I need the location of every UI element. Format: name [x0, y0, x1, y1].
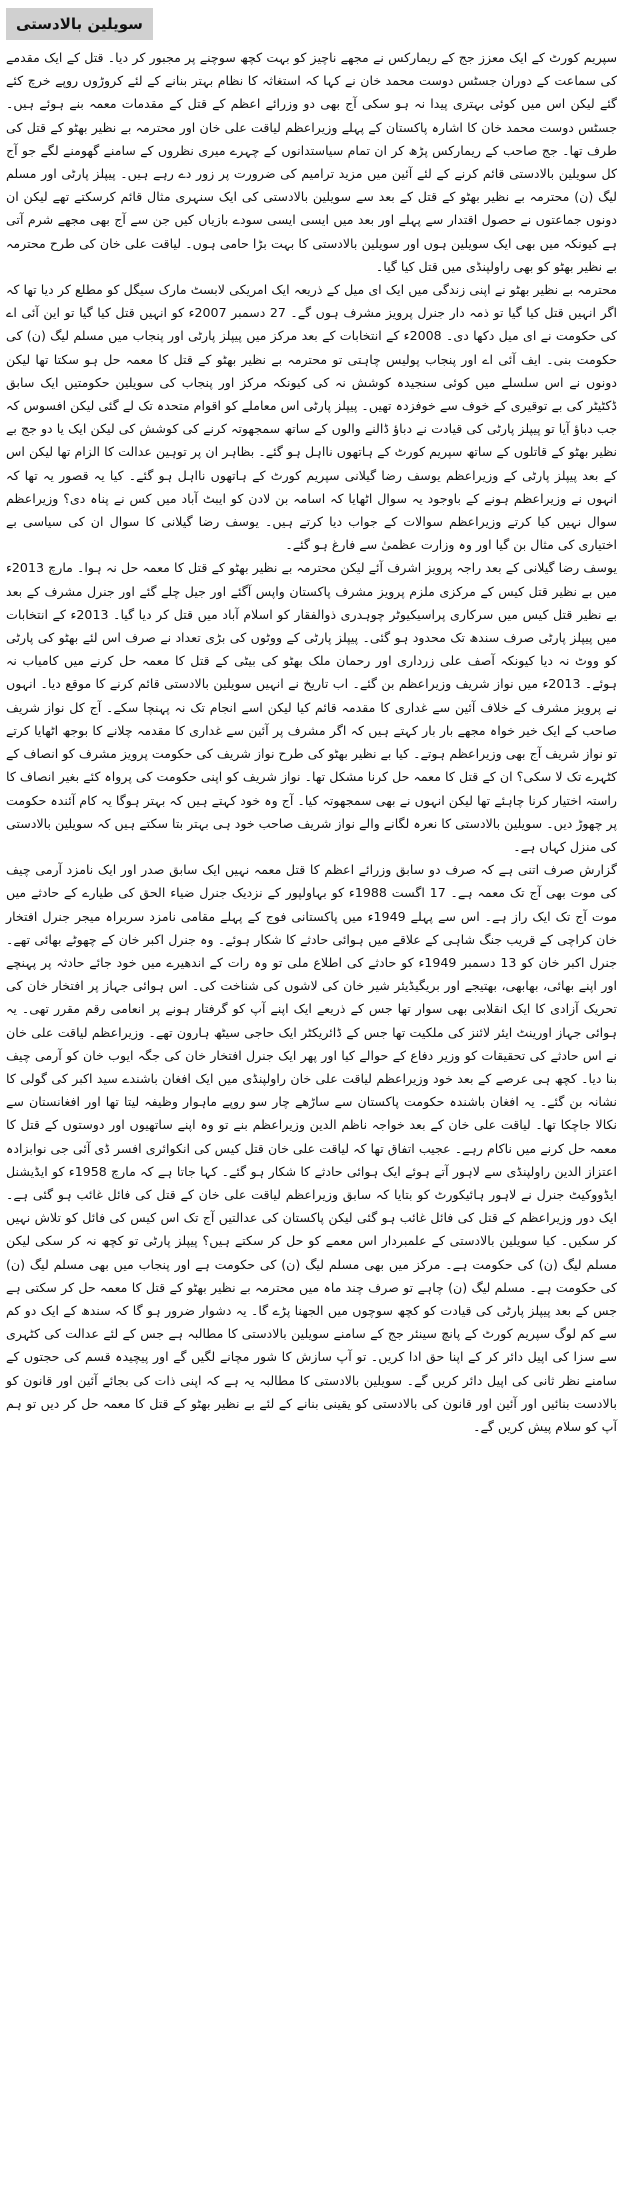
- headline-bar: [6, 8, 617, 40]
- article-paragraph: سپریم کورٹ کے ایک معزز جج کے ریمارکس نے مجھے ناچیز کو بہت کچھ سوچنے پر مجبور کر دیا۔ قتل کے ایک مقدمے کی سماعت کے دوران جسٹس دوست محمد خان نے کہا کہ استغاثہ کا نظام بہتر بنانے کے لئے کروڑوں روپے خرچ کئے گئے لیکن اس میں کوئی بہتری پیدا نہ ہو سکی آج بھی دو وزرائے اعظم کے قتل کے مقدمات معمہ بنے ہوئے ہیں۔ جسٹس دوست محمد خان کا اشارہ پاکستان کے پہلے وزیراعظم لیاقت علی خان اور محترمہ بے نظیر بھٹو کے قتل کی طرف تھا۔ جج صاحب کے ریمارکس پڑھ کر ان تمام سیاستدانوں کے چہرے میری نظروں کے سامنے گھومنے لگے جو آج کل سویلین بالادستی قائم کرنے کے لئے آئین میں مزید ترامیم کی ضرورت پر زور دے رہے ہیں۔ پیپلز پارٹی اور مسلم لیگ (ن) محترمہ بے نظیر بھٹو کے قتل کے بعد سے سویلین بالادستی کی ایک سنہری مثال قائم کرسکتے تھے لیکن ان دونوں جماعتوں نے حصول اقتدار سے پہلے اور بعد میں ایسی ایسی سودے بازیاں کیں جن سے آج بھی مجھے شرم آتی ہے کیونکہ میں بھی ایک سویلین ہوں اور سویلین بالادستی کا بہت بڑا حامی ہوں۔ لیاقت علی خان کی طرح محترمہ بے نظیر بھٹو کو بھی راولپنڈی میں قتل کیا گیا۔: [6, 50, 617, 274]
- article-headline: سویلین بالادستی: [6, 8, 153, 40]
- article-paragraph: محترمہ بے نظیر بھٹو نے اپنی زندگی میں ایک ای میل کے ذریعہ ایک امریکی لابسٹ مارک سیگل کو مطلع کر دیا تھا کہ اگر انہیں قتل کیا گیا تو ذمہ دار جنرل پرویز مشرف ہوں گے۔ 27 دسمبر 2007ء کو انہیں قتل کیا گیا تو این آئی اے کی حکومت نے ای میل دکھا دی۔ 2008ء کے انتخابات کے بعد مرکز میں پیپلز پارٹی اور پنجاب میں مسلم لیگ (ن) کی حکومت بنی۔ ایف آئی اے اور پنجاب پولیس چاہتی تو محترمہ بے نظیر بھٹو کے قتل کا معمہ حل ہو سکتا تھا لیکن دونوں نے اس سلسلے میں کوئی سنجیدہ کوشش نہ کی کیونکہ مرکز اور پنجاب کی سویلین حکومتیں ایک سابق ڈکٹیٹر کی بے توقیری کے خوف سے خوفزدہ تھیں۔ پیپلز پارٹی اس معاملے کو اقوام متحدہ تک لے گئی لیکن افسوس کہ جب دباؤ آیا تو پیپلز پارٹی کی قیادت نے دباؤ ڈالنے والوں کے ساتھ سمجھوتہ کرنے کی کوشش کی لیکن ایک یا دو جج بے نظیر بھٹو کے قاتلوں کے ساتھ سپریم کورٹ کے ہاتھوں نااہل ہو گئے۔ بظاہر ان پر توہین عدالت کا الزام تھا لیکن اس کے بعد پیپلز پارٹی کے وزیراعظم یوسف رضا گیلانی سپریم کورٹ کے ہاتھوں نااہل ہو گئے۔ کیا یہ قصور یہ تھا کہ انہوں نے وزیراعظم ہونے کے باوجود یہ سوال اٹھایا کہ اسامہ بن لادن کو ایبٹ آباد میں کس نے پناہ دی؟ وزیراعظم سوال نہیں کیا کرتے وزیراعظم سوالات کے جواب دیا کرتے ہیں۔ یوسف رضا گیلانی کا سوال ان کی سیاسی بے اختیاری کی مثال بن گیا اور وہ وزارت عظمیٰ سے فارغ ہو گئے۔: [6, 282, 618, 553]
- article-paragraph: یوسف رضا گیلانی کے بعد راجہ پرویز اشرف آئے لیکن محترمہ بے نظیر بھٹو کے قتل کا معمہ حل نہ ہوا۔ مارچ 2013ء میں بے نظیر قتل کیس کے مرکزی ملزم پرویز مشرف پاکستان واپس آگئے اور جیل چلے گئے اور جنرل مشرف کے بعد بے نظیر قتل کیس میں سرکاری پراسیکیوٹر چوہدری ذوالفقار کو اسلام آباد میں قتل کر دیا گیا۔ 2013ء کے انتخابات میں پیپلز پارٹی صرف سندھ تک محدود ہو گئی۔ پیپلز پارٹی کے ووٹوں کی بڑی تعداد نے صرف اس لئے بھٹو کی پارٹی کو ووٹ نہ دیا کیونکہ آصف علی زرداری اور رحمان ملک بھٹو کی بیٹی کے قتل کا معمہ حل کرنے میں کامیاب نہ ہوئے۔ 2013ء میں نواز شریف وزیراعظم بن گئے۔ اب تاریخ نے انہیں سویلین بالادستی قائم کرنے کا موقع دیا۔ انہوں نے پرویز مشرف کے خلاف آئین سے غداری کا مقدمہ قائم کیا لیکن اسے انجام تک نہ پہنچا سکے۔ آج کل نواز شریف صاحب کے ایک خیر خواہ مجھے بار بار کہتے ہیں کہ اگر مشرف پر آئین سے غداری کا مقدمہ چلانے کا بوجھ اٹھایا کرتے تو نواز شریف آج بھی وزیراعظم ہوتے۔ کیا بے نظیر بھٹو کی طرح نواز شریف کی حکومت پرویز مشرف کو انصاف کے کٹہرے تک لا سکی؟ ان کے قتل کا معمہ حل کرنا مشکل تھا۔ نواز شریف کو اپنی حکومت کی پرواہ کئے بغیر انصاف کا راستہ اختیار کرنا چاہئے تھا لیکن انہوں نے بھی سمجھوتہ کیا۔ آج وہ خود کہتے ہیں کہ بہتر ہوگا یہ کام آئندہ حکومت پر چھوڑ دیں۔ سویلین بالادستی کا نعرہ لگانے والے نواز شریف صاحب خود ہی بہتر بتا سکتے ہیں کہ سویلین بالادستی کی منزل کہاں ہے۔: [6, 560, 617, 854]
- article-paragraph: گزارش صرف اتنی ہے کہ صرف دو سابق وزرائے اعظم کا قتل معمہ نہیں ایک سابق صدر اور ایک نامزد آرمی چیف کی موت بھی آج تک معمہ ہے۔ 17 اگست 1988ء کو بہاولپور کے نزدیک جنرل ضیاء الحق کی طیارے کے حادثے میں موت آج تک ایک راز ہے۔ اس سے پہلے 1949ء میں پاکستانی فوج کے پہلے مقامی نامزد سربراہ میجر جنرل افتخار خان کراچی کے قریب جنگ شاہی کے علاقے میں ہوائی حادثے کا شکار ہوئے۔ وہ جنرل اکبر خان کے چھوٹے بھائی تھے۔ جنرل اکبر خان کو 13 دسمبر 1949ء کو حادثے کی اطلاع ملی تو وہ رات کے اندھیرے میں خود جائے حادثہ پر پہنچے اور اپنے بھائی، بھابھی، بھتیجے اور بریگیڈیئر شیر خان کی لاشوں کی شناخت کی۔ اس ہوائی جہاز پر افتخار خان کی تحریک آزادی کا ایک انقلابی بھی سوار تھا جس کے ذریعے ایک اپنے آپ کو گرفتار ہونے پر انعامی رقم مقرر تھی۔ یہ ہوائی جہاز اورینٹ ایئر لائنز کی ملکیت تھا جس کے ڈائریکٹر ایک حاجی سیٹھ ہارون تھے۔ وزیراعظم لیاقت علی خان نے اس حادثے کی تحقیقات کو وزیر دفاع کے حوالے کیا اور پھر ایک جنرل افتخار خان کی جگہ ایوب خان کو آرمی چیف بنا دیا۔ کچھ ہی عرصے کے بعد خود وزیراعظم لیاقت علی خان راولپنڈی میں ایک افغان باشندے سید اکبر کی گولی کا نشانہ بن گئے۔ یہ افغان باشندہ حکومت پاکستان سے ساڑھے چار سو روپے ماہوار وظیفہ لیتا تھا اور افغانستان سے نکالا جاچکا تھا۔ لیاقت علی خان کے بعد خواجہ ناظم الدین وزیراعظم بنے تو وہ اپنے ساتھیوں اور دوستوں کے قتل کا معمہ حل کرنے میں ناکام رہے۔ عجیب اتفاق تھا کہ لیاقت علی خان قتل کیس کی انکوائری افسر ڈی آئی جی نوابزادہ اعتزاز الدین راولپنڈی سے لاہور آتے ہوئے ایک ہوائی حادثے کا شکار ہو گئے۔ کہا جاتا ہے کہ مارچ 1958ء کو ایڈیشنل ایڈووکیٹ جنرل نے لاہور ہائیکورٹ کو بتایا کہ سابق وزیراعظم لیاقت علی خان کے قتل کی فائل غائب ہو گئی ہے۔ ایک دور وزیراعظم کے قتل کی فائل غائب ہو گئی لیکن پاکستان کی عدالتیں آج تک اس کیس کی فائل کو تلاش نہیں کر سکیں۔ کیا سویلین بالادستی کے علمبردار اس معمے کو حل کر سکتے ہیں؟ پیپلز پارٹی تو کچھ نہ کر سکی لیکن مسلم لیگ (ن) کی حکومت ہے۔ مرکز میں بھی مسلم لیگ (ن) کی حکومت ہے اور پنجاب میں بھی مسلم لیگ (ن) کی حکومت ہے۔ مسلم لیگ (ن) چاہے تو صرف چند ماہ میں محترمہ بے نظیر بھٹو کے قتل کا معمہ حل کر سکتی ہے جس کے بعد پیپلز پارٹی کی قیادت کو کچھ سوچوں میں الجھنا پڑے گا۔ یہ دشوار ضرور ہو گا کہ سندھ کے ایک دو کم سے کم لوگ سپریم کورٹ کے پانچ سینئر جج کے سامنے سویلین بالادستی کا مطالبہ ہے جس کے لئے عدالت کی کٹہری سے سزا کی اپیل دائر کر کے اپنا حق ادا کریں۔ تو آپ سازش کا شور مچانے لگیں گے اور پیچیدہ قسم کی حجتوں کے سامنے نظر ثانی کی اپیل دائر کریں گے۔ سویلین بالادستی کا مطالبہ یہ ہے کہ اپنی ذات کی بجائے آئین اور قانون کو بالادست بنائیں اور آئین اور قانون کی بالادستی کو یقینی بنانے کے لئے بے نظیر بھٹو کے قتل کا معمہ حل کر دیں تو ہم آپ کو سلام پیش کریں گے۔: [6, 862, 617, 1434]
- article-body: [6, 46, 617, 1438]
